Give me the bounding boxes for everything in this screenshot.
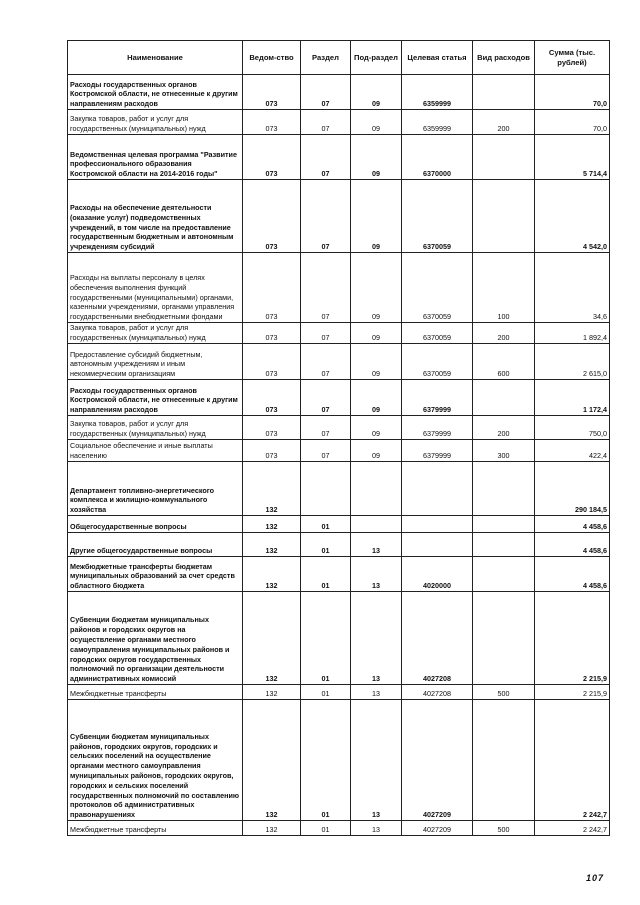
cell-amount: 2 242,7 <box>535 700 610 821</box>
table-row <box>68 253 610 323</box>
col-header-amount: Сумма (тыс. рублей) <box>535 41 610 75</box>
cell-name: Общегосударственные вопросы <box>68 516 243 533</box>
cell-name: Межбюджетные трансферты <box>68 821 243 836</box>
cell-expense-type <box>473 592 535 685</box>
table-row <box>68 592 610 685</box>
cell-target-article: 6370059 <box>402 323 473 344</box>
cell-department: 073 <box>243 110 301 135</box>
cell-name: Закупка товаров, работ и услуг для государственных (муниципальных) нужд <box>68 323 243 344</box>
table-row <box>68 75 610 110</box>
cell-target-article: 6370000 <box>402 135 473 180</box>
cell-target-article: 6379999 <box>402 380 473 416</box>
cell-target-article: 4027208 <box>402 592 473 685</box>
cell-section: 07 <box>301 344 351 380</box>
cell-target-article <box>402 533 473 557</box>
cell-amount: 4 458,6 <box>535 516 610 533</box>
cell-department: 073 <box>243 323 301 344</box>
cell-section: 01 <box>301 533 351 557</box>
cell-section: 01 <box>301 700 351 821</box>
cell-subsection: 09 <box>351 110 402 135</box>
table-row <box>68 380 610 416</box>
cell-department: 132 <box>243 685 301 700</box>
cell-name: Субвенции бюджетам муниципальных районов и городских округов на осуществление органами местного самоуправления муниципальных районов и городских округов государственных полномочий по организации деятельности административных комиссий <box>68 592 243 685</box>
cell-department: 132 <box>243 700 301 821</box>
cell-target-article: 6379999 <box>402 440 473 462</box>
cell-target-article: 4020000 <box>402 557 473 592</box>
cell-section: 07 <box>301 440 351 462</box>
cell-subsection: 09 <box>351 253 402 323</box>
cell-name: Закупка товаров, работ и услуг для государственных (муниципальных) нужд <box>68 110 243 135</box>
cell-section: 01 <box>301 685 351 700</box>
cell-amount: 422,4 <box>535 440 610 462</box>
cell-amount: 2 215,9 <box>535 592 610 685</box>
table-row <box>68 821 610 836</box>
table-row <box>68 440 610 462</box>
cell-target-article: 6359999 <box>402 110 473 135</box>
cell-amount: 2 242,7 <box>535 821 610 836</box>
cell-subsection: 09 <box>351 380 402 416</box>
cell-name: Другие общегосударственные вопросы <box>68 533 243 557</box>
cell-amount: 1 892,4 <box>535 323 610 344</box>
cell-department: 073 <box>243 75 301 110</box>
cell-expense-type <box>473 135 535 180</box>
cell-subsection: 13 <box>351 592 402 685</box>
cell-section: 01 <box>301 821 351 836</box>
cell-amount: 5 714,4 <box>535 135 610 180</box>
cell-section: 07 <box>301 380 351 416</box>
cell-department: 132 <box>243 533 301 557</box>
cell-section: 07 <box>301 75 351 110</box>
cell-expense-type <box>473 380 535 416</box>
cell-name: Социальное обеспечение и иные выплаты населению <box>68 440 243 462</box>
cell-name: Межбюджетные трансферты <box>68 685 243 700</box>
table-row <box>68 344 610 380</box>
cell-department: 073 <box>243 380 301 416</box>
cell-expense-type: 600 <box>473 344 535 380</box>
cell-target-article: 6379999 <box>402 416 473 440</box>
cell-amount: 70,0 <box>535 110 610 135</box>
cell-subsection: 13 <box>351 533 402 557</box>
cell-amount: 4 458,6 <box>535 557 610 592</box>
cell-department: 132 <box>243 557 301 592</box>
cell-expense-type: 100 <box>473 253 535 323</box>
cell-expense-type: 200 <box>473 323 535 344</box>
cell-amount: 2 215,9 <box>535 685 610 700</box>
cell-subsection: 09 <box>351 75 402 110</box>
cell-target-article <box>402 462 473 516</box>
cell-name: Расходы государственных органов Костромской области, не отнесенные к другим направлениям расходов <box>68 380 243 416</box>
cell-section: 07 <box>301 110 351 135</box>
cell-name: Расходы на выплаты персоналу в целях обеспечения выполнения функций государственными (муниципальными) органами, казенными учреждениями, органами управления государственными внебюджетными фондами <box>68 253 243 323</box>
cell-expense-type <box>473 462 535 516</box>
col-header-target-article: Целевая статья <box>402 41 473 75</box>
cell-section: 07 <box>301 180 351 253</box>
cell-target-article: 6370059 <box>402 344 473 380</box>
table-row <box>68 700 610 821</box>
cell-department: 132 <box>243 516 301 533</box>
table-row <box>68 323 610 344</box>
table-row <box>68 533 610 557</box>
cell-target-article: 6370059 <box>402 180 473 253</box>
cell-expense-type <box>473 75 535 110</box>
cell-department: 073 <box>243 344 301 380</box>
cell-section <box>301 462 351 516</box>
cell-amount: 70,0 <box>535 75 610 110</box>
cell-amount: 750,0 <box>535 416 610 440</box>
table-row <box>68 180 610 253</box>
cell-department: 073 <box>243 416 301 440</box>
cell-target-article: 6370059 <box>402 253 473 323</box>
cell-subsection: 09 <box>351 344 402 380</box>
cell-subsection: 09 <box>351 323 402 344</box>
cell-amount: 1 172,4 <box>535 380 610 416</box>
cell-section: 07 <box>301 135 351 180</box>
cell-subsection: 09 <box>351 180 402 253</box>
cell-department: 132 <box>243 462 301 516</box>
cell-subsection: 13 <box>351 821 402 836</box>
cell-department: 132 <box>243 592 301 685</box>
col-header-name: Наименование <box>68 41 243 75</box>
table-body <box>68 75 610 836</box>
cell-target-article: 4027208 <box>402 685 473 700</box>
table-row <box>68 462 610 516</box>
table-header-row <box>68 41 610 75</box>
cell-expense-type: 300 <box>473 440 535 462</box>
cell-section: 01 <box>301 592 351 685</box>
cell-name: Расходы на обеспечение деятельности (оказание услуг) подведомственных учреждений, в том числе на предоставление государственным бюджетным и автономным учреждениям субсидий <box>68 180 243 253</box>
cell-section: 07 <box>301 416 351 440</box>
cell-amount: 4 458,6 <box>535 533 610 557</box>
cell-expense-type: 500 <box>473 821 535 836</box>
cell-name: Закупка товаров, работ и услуг для государственных (муниципальных) нужд <box>68 416 243 440</box>
table-row <box>68 557 610 592</box>
cell-department: 073 <box>243 180 301 253</box>
cell-name: Межбюджетные трансферты бюджетам муниципальных образований за счет средств областного бюджета <box>68 557 243 592</box>
cell-target-article <box>402 516 473 533</box>
cell-amount: 2 615,0 <box>535 344 610 380</box>
cell-name: Департамент топливно-энергетического комплекса и жилищно-коммунального хозяйства <box>68 462 243 516</box>
table-row <box>68 685 610 700</box>
cell-subsection: 13 <box>351 557 402 592</box>
cell-department: 073 <box>243 135 301 180</box>
cell-expense-type: 200 <box>473 416 535 440</box>
cell-subsection: 09 <box>351 416 402 440</box>
cell-amount: 34,6 <box>535 253 610 323</box>
cell-expense-type <box>473 700 535 821</box>
cell-name: Субвенции бюджетам муниципальных районов, городских округов, городских и сельских поселений на осуществление органами местного самоуправления муниципальных районов, городских округов, городских и сельских поселений государственных полномочий по составлению протоколов об административных правонарушениях <box>68 700 243 821</box>
cell-name: Расходы государственных органов Костромской области, не отнесенные к другим направлениям расходов <box>68 75 243 110</box>
table-row <box>68 416 610 440</box>
cell-expense-type: 500 <box>473 685 535 700</box>
cell-subsection <box>351 516 402 533</box>
cell-subsection: 13 <box>351 700 402 821</box>
cell-amount: 4 542,0 <box>535 180 610 253</box>
cell-name: Предоставление субсидий бюджетным, автономным учреждениям и иным некоммерческим организациям <box>68 344 243 380</box>
cell-expense-type: 200 <box>473 110 535 135</box>
cell-subsection: 09 <box>351 440 402 462</box>
cell-amount: 290 184,5 <box>535 462 610 516</box>
col-header-section: Раздел <box>301 41 351 75</box>
cell-name: Ведомственная целевая программа "Развитие профессионального образования Костромской области на 2014-2016 годы" <box>68 135 243 180</box>
cell-target-article: 4027209 <box>402 821 473 836</box>
cell-subsection: 13 <box>351 685 402 700</box>
table-row <box>68 110 610 135</box>
cell-section: 01 <box>301 557 351 592</box>
col-header-department: Ведом-ство <box>243 41 301 75</box>
cell-expense-type <box>473 557 535 592</box>
cell-subsection <box>351 462 402 516</box>
cell-subsection: 09 <box>351 135 402 180</box>
col-header-subsection: Под-раздел <box>351 41 402 75</box>
page-number: 107 <box>586 873 605 883</box>
cell-section: 07 <box>301 323 351 344</box>
cell-section: 07 <box>301 253 351 323</box>
cell-target-article: 6359999 <box>402 75 473 110</box>
cell-expense-type <box>473 516 535 533</box>
cell-department: 073 <box>243 440 301 462</box>
col-header-expense-type: Вид расходов <box>473 41 535 75</box>
cell-expense-type <box>473 533 535 557</box>
table-row <box>68 135 610 180</box>
cell-section: 01 <box>301 516 351 533</box>
cell-expense-type <box>473 180 535 253</box>
cell-department: 073 <box>243 253 301 323</box>
cell-target-article: 4027209 <box>402 700 473 821</box>
budget-table <box>67 40 610 836</box>
cell-department: 132 <box>243 821 301 836</box>
table-row <box>68 516 610 533</box>
